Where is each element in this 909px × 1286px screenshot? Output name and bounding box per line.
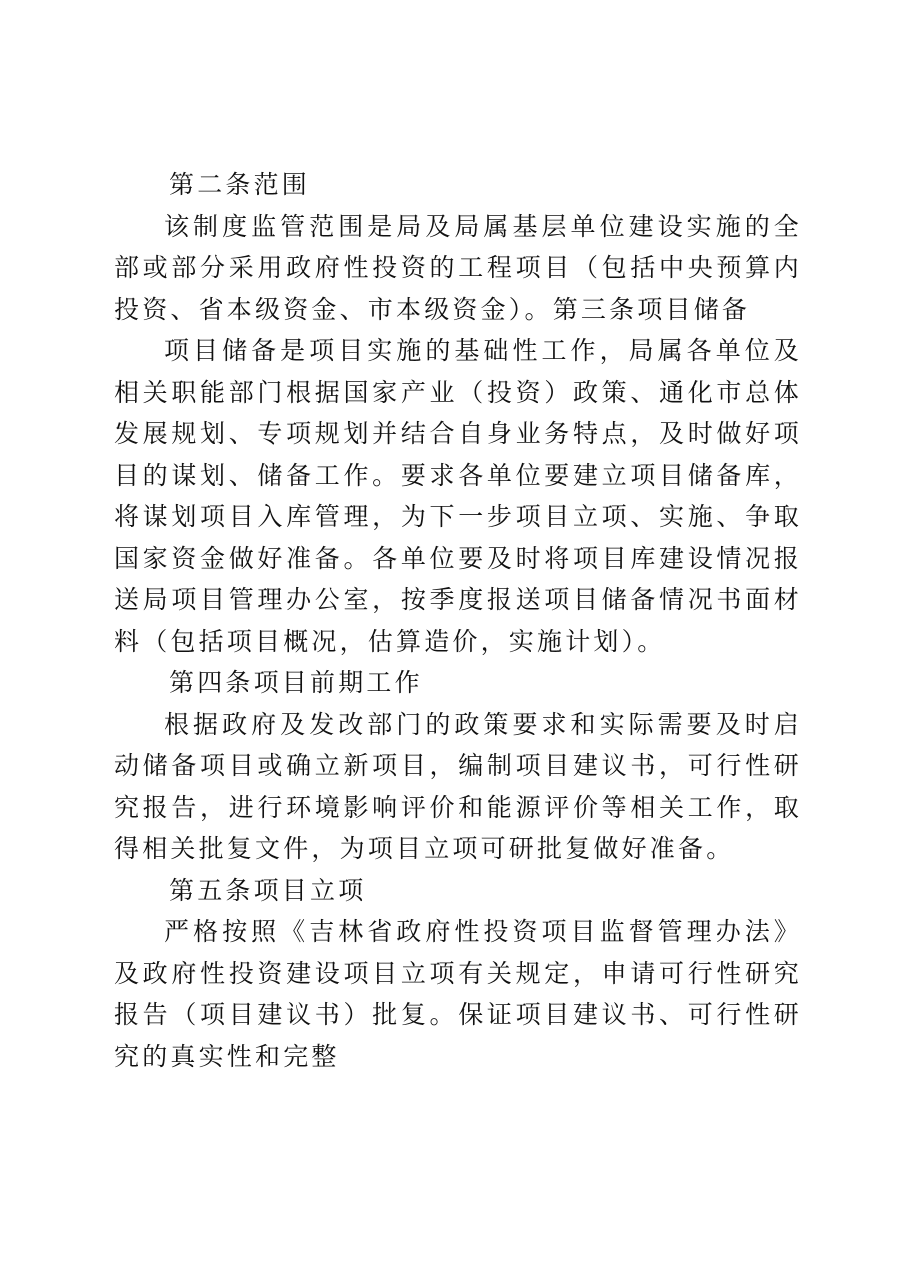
section-heading-scope: 第二条范围 [169,170,311,199]
section-heading-preliminary-work: 第四条项目前期工作 [169,668,423,697]
paragraph-preliminary-work: 根据政府及发改部门的政策要求和实际需要及时启动储备项目或确立新项目，编制项目建议书，可行性研究报告，进行环境影响评价和能源评价等相关工作，取得相关批复文件，为项目立项可研批复做好准备。 [114,709,802,863]
document-body [114,164,802,1077]
paragraph-scope: 该制度监管范围是局及局属基层单位建设实施的全部或部分采用政府性投资的工程项目（包括中央预算内投资、省本级资金、市本级资金）。第三条项目储备 [114,211,802,324]
section-heading-project-approval: 第五条项目立项 [169,875,367,905]
paragraph-project-reserve: 项目储备是项目实施的基础性工作，局属各单位及相关职能部门根据国家产业（投资）政策、通化市总体发展规划、专项规划并结合自身业务特点，及时做好项目的谋划、储备工作。要求各单位要建立项目储备库，将谋划项目入库管理，为下一步项目立项、实施、争取国家资金做好准备。各单位要及时将项目库建设情况报送局项目管理办公室，按季度报送项目储备情况书面材料（包括项目概况，估算造价，实施计划）。 [114,336,802,656]
paragraph-project-approval: 严格按照《吉林省政府性投资项目监督管理办法》及政府性投资建设项目立项有关规定，申请可行性研究报告（项目建议书）批复。保证项目建议书、可行性研究的真实性和完整 [114,917,802,1071]
